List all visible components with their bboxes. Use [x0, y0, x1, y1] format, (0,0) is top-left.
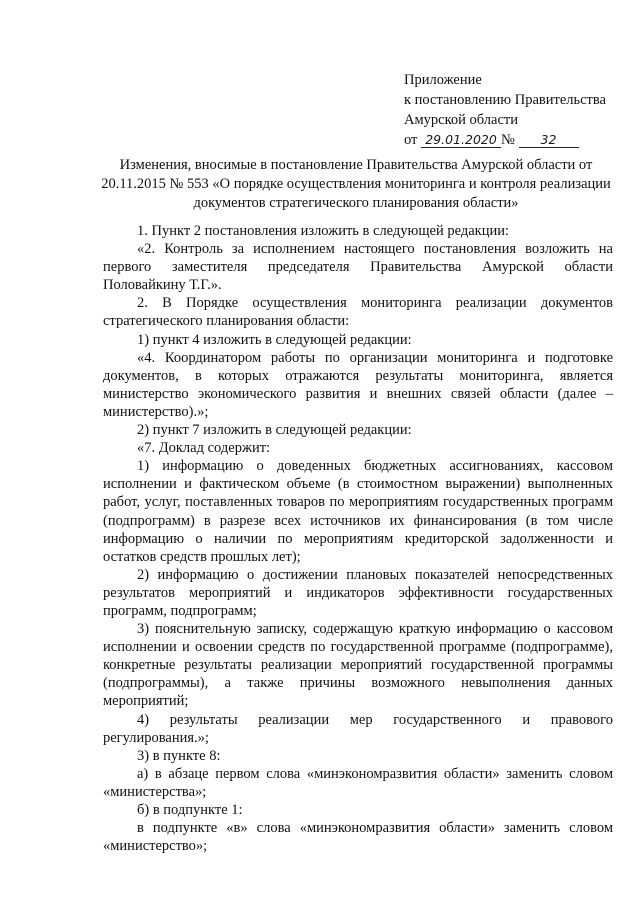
document-body: [103, 222, 613, 855]
appendix-block: [404, 70, 606, 150]
appendix-line-2: к постановлению Правительства: [404, 92, 606, 108]
paragraph-2: «2. Контроль за исполнением настоящего постановления возложить на первого заместителя председателя Правительства Амурской области Половайкину Т.Г.».: [103, 241, 613, 294]
paragraph-8: 1) информацию о доведенных бюджетных ассигнованиях, кассовом исполнении и фактическом объеме (в стоимостном выражении) выполненных работ, услуг, поставленных товаров по мероприятиям государственных программ (подпрограмм) в разрезе всех источников их финансирования (в том числе информацию о наличии по мероприятиям кредиторской задолженности и остатков средств прошлых лет);: [103, 458, 613, 565]
paragraph-1: 1. Пункт 2 постановления изложить в следующей редакции:: [137, 223, 510, 239]
paragraph-10: 3) пояснительную записку, содержащую краткую информацию о кассовом исполнении и освоении средств по государственной программе (подпрограмме), конкретные результаты реализации мероприятий государственной программы (подпрограммы), а также причины возможного невыполнения данных мероприятий;: [103, 621, 613, 710]
paragraph-7: «7. Доклад содержит:: [137, 440, 271, 457]
number-sign: №: [501, 132, 515, 148]
appendix-date-number-line: [404, 130, 606, 150]
appendix-line-1: Приложение: [404, 72, 482, 88]
paragraph-9: 2) информацию о достижении плановых показателей непосредственных результатов мероприятий и индикаторов эффективности государственных программ, подпрограмм;: [103, 566, 613, 619]
paragraph-15: в подпункте «в» слова «минэкономразвития области» заменить словом «министерство»;: [103, 820, 613, 855]
paragraph-13: а) в абзаце первом слова «минэкономразвития области» заменить словом «министерства»;: [103, 765, 613, 800]
paragraph-3: 2. В Порядке осуществления мониторинга реализации документов стратегического планирования области:: [103, 295, 613, 330]
document-title: Изменения, вносимые в постановление Правительства Амурской области от 20.11.2015 № 553 «О порядке осуществления мониторинга и контроля реализации документов стратегического планирования области»: [101, 157, 611, 211]
appendix-line-3: Амурской области: [404, 112, 518, 128]
paragraph-14: б) в подпункте 1:: [137, 802, 243, 818]
paragraph-6: 2) пункт 7 изложить в следующей редакции:: [137, 422, 412, 439]
paragraph-12: 3) в пункте 8:: [137, 747, 221, 764]
paragraph-5: «4. Координатором работы по организации мониторинга и подготовке документов, в которых отражаются результаты мониторинга, является министерство экономического развития и внешних связей области (далее – министерство).»;: [103, 349, 613, 420]
paragraph-4: 1) пункт 4 изложить в следующей редакции:: [137, 331, 412, 348]
paragraph-11: 4) результаты реализации мер государственного и правового регулирования.»;: [103, 711, 613, 746]
from-label: от: [404, 132, 418, 148]
handwritten-number: 32: [519, 133, 579, 148]
handwritten-date: 29.01.2020: [421, 133, 501, 148]
